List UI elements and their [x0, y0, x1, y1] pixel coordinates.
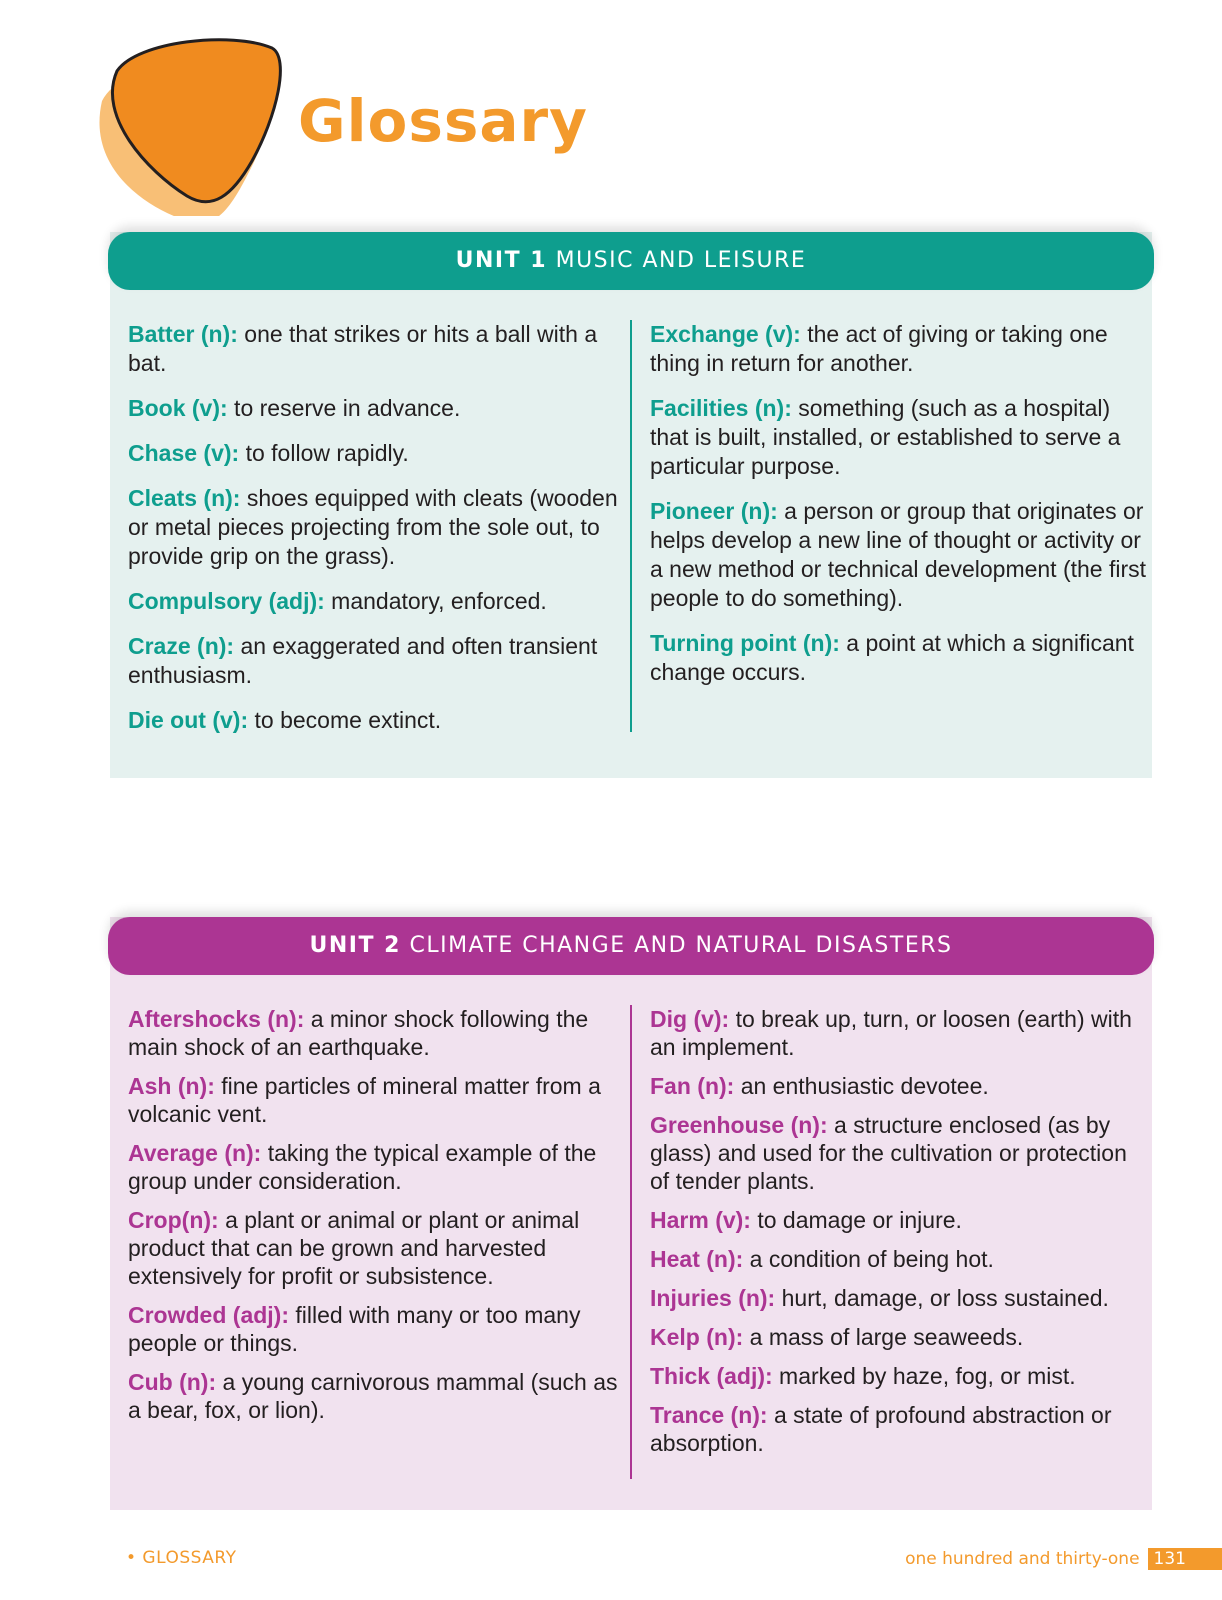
entry-term: Crowded (adj): — [128, 1302, 289, 1328]
entry-term: Average (n): — [128, 1140, 262, 1166]
entry-definition: fine particles of mineral matter from a volcanic vent. — [128, 1073, 601, 1127]
unit-2-right-column — [630, 1005, 1150, 1479]
entry-definition: marked by haze, fog, or mist. — [772, 1363, 1076, 1389]
entry-term: Pioneer (n): — [650, 498, 778, 524]
unit-1-left-column — [128, 320, 628, 751]
page-title: Glossary — [298, 87, 588, 155]
entry-term: Die out (v): — [128, 707, 249, 733]
entry-definition: to reserve in advance. — [227, 395, 461, 421]
entry-definition: to follow rapidly. — [239, 440, 409, 466]
entry-term: Compulsory (adj): — [128, 588, 325, 614]
entry-definition: mandatory, enforced. — [324, 588, 547, 614]
entry-definition: filled with many or too many people or things. — [128, 1302, 581, 1356]
entry-definition: to break up, turn, or loosen (earth) with an implement. — [650, 1006, 1132, 1060]
unit-2-name: CLIMATE CHANGE AND NATURAL DISASTERS — [409, 933, 953, 958]
entry-term: Craze (n): — [128, 633, 235, 659]
glossary-entry — [650, 1072, 1150, 1100]
glossary-entry — [128, 1206, 628, 1290]
entry-definition: a plant or animal or plant or animal product that can be grown and harvested extensively for profit or subsistence. — [128, 1207, 580, 1289]
glossary-entry — [650, 1401, 1150, 1457]
unit-2-number: UNIT 2 — [309, 933, 401, 958]
entry-term: Dig (v): — [650, 1006, 730, 1032]
entry-term: Fan (n): — [650, 1073, 735, 1099]
entry-definition: to become extinct. — [248, 707, 442, 733]
entry-definition: a state of profound abstraction or absorption. — [650, 1402, 1112, 1456]
glossary-entry — [650, 1245, 1150, 1273]
entry-definition: a condition of being hot. — [743, 1246, 994, 1272]
entry-term: Heat (n): — [650, 1246, 744, 1272]
glossary-entry — [128, 1368, 628, 1424]
entry-definition: an enthusiastic devotee. — [734, 1073, 989, 1099]
glossary-entry — [128, 1005, 628, 1061]
unit-1-number: UNIT 1 — [455, 248, 548, 273]
entry-definition: shoes equipped with cleats (wooden or metal pieces projecting from the sole out, to provide grip on the grass). — [128, 485, 618, 569]
glossary-entry — [128, 587, 628, 616]
page-number: 131 — [1148, 1548, 1222, 1570]
glossary-entry — [650, 1284, 1150, 1312]
entry-term: Kelp (n): — [650, 1324, 744, 1350]
unit-1-right-column — [630, 320, 1150, 732]
entry-term: Injuries (n): — [650, 1285, 776, 1311]
entry-definition: hurt, damage, or loss sustained. — [775, 1285, 1109, 1311]
glossary-entry — [650, 1362, 1150, 1390]
unit-1-name: MUSIC AND LEISURE — [555, 248, 807, 273]
entry-term: Cleats (n): — [128, 485, 241, 511]
glossary-entry — [650, 1323, 1150, 1351]
glossary-entry — [128, 1072, 628, 1128]
entry-term: Batter (n): — [128, 321, 238, 347]
unit-2-header — [108, 917, 1154, 975]
glossary-entry — [650, 497, 1150, 613]
entry-definition: an exaggerated and often transient enthusiasm. — [128, 633, 598, 688]
glossary-entry — [650, 394, 1150, 481]
glossary-entry — [128, 632, 628, 690]
footer-page-info — [905, 1548, 1222, 1570]
entry-definition: the act of giving or taking one thing in return for another. — [650, 321, 1108, 376]
entry-term: Cub (n): — [128, 1369, 217, 1395]
glossary-logo-icon — [92, 36, 292, 216]
entry-term: Facilities (n): — [650, 395, 792, 421]
glossary-entry — [128, 1139, 628, 1195]
unit-1-header — [108, 232, 1154, 290]
page-number-words: one hundred and thirty-one — [905, 1549, 1140, 1569]
entry-definition: a mass of large seaweeds. — [743, 1324, 1024, 1350]
glossary-entry — [650, 1111, 1150, 1195]
footer-section-label: • GLOSSARY — [126, 1548, 237, 1568]
glossary-entry — [128, 1301, 628, 1357]
entry-definition: a minor shock following the main shock of an earthquake. — [128, 1006, 589, 1060]
entry-term: Aftershocks (n): — [128, 1006, 305, 1032]
entry-term: Ash (n): — [128, 1073, 215, 1099]
entry-term: Chase (v): — [128, 440, 240, 466]
glossary-entry — [128, 320, 628, 378]
entry-term: Crop(n): — [128, 1207, 219, 1233]
glossary-entry — [128, 706, 628, 735]
entry-term: Trance (n): — [650, 1402, 768, 1428]
entry-definition: a structure enclosed (as by glass) and used for the cultivation or protection of tender plants. — [650, 1112, 1127, 1194]
entry-definition: something (such as a hospital) that is built, installed, or established to serve a particular purpose. — [650, 395, 1121, 479]
glossary-entry — [650, 629, 1150, 687]
unit-1-section — [110, 232, 1152, 778]
entry-term: Thick (adj): — [650, 1363, 773, 1389]
entry-definition: one that strikes or hits a ball with a bat. — [128, 321, 598, 376]
glossary-entry — [128, 394, 628, 423]
entry-term: Greenhouse (n): — [650, 1112, 828, 1138]
entry-definition: taking the typical example of the group under consideration. — [128, 1140, 597, 1194]
entry-definition: a person or group that originates or helps develop a new line of thought or activity or a new method or technical development (the first people to do something). — [650, 498, 1147, 611]
unit-2-left-column — [128, 1005, 628, 1435]
glossary-entry — [128, 439, 628, 468]
entry-definition: to damage or injure. — [750, 1207, 962, 1233]
entry-term: Exchange (v): — [650, 321, 801, 347]
glossary-entry — [650, 1005, 1150, 1061]
glossary-entry — [650, 1206, 1150, 1234]
entry-definition: a point at which a significant change occurs. — [650, 630, 1134, 685]
entry-term: Turning point (n): — [650, 630, 840, 656]
glossary-entry — [650, 320, 1150, 378]
unit-2-section — [110, 917, 1152, 1510]
entry-term: Harm (v): — [650, 1207, 751, 1233]
entry-definition: a young carnivorous mammal (such as a bear, fox, or lion). — [128, 1369, 618, 1423]
entry-term: Book (v): — [128, 395, 228, 421]
glossary-entry — [128, 484, 628, 571]
